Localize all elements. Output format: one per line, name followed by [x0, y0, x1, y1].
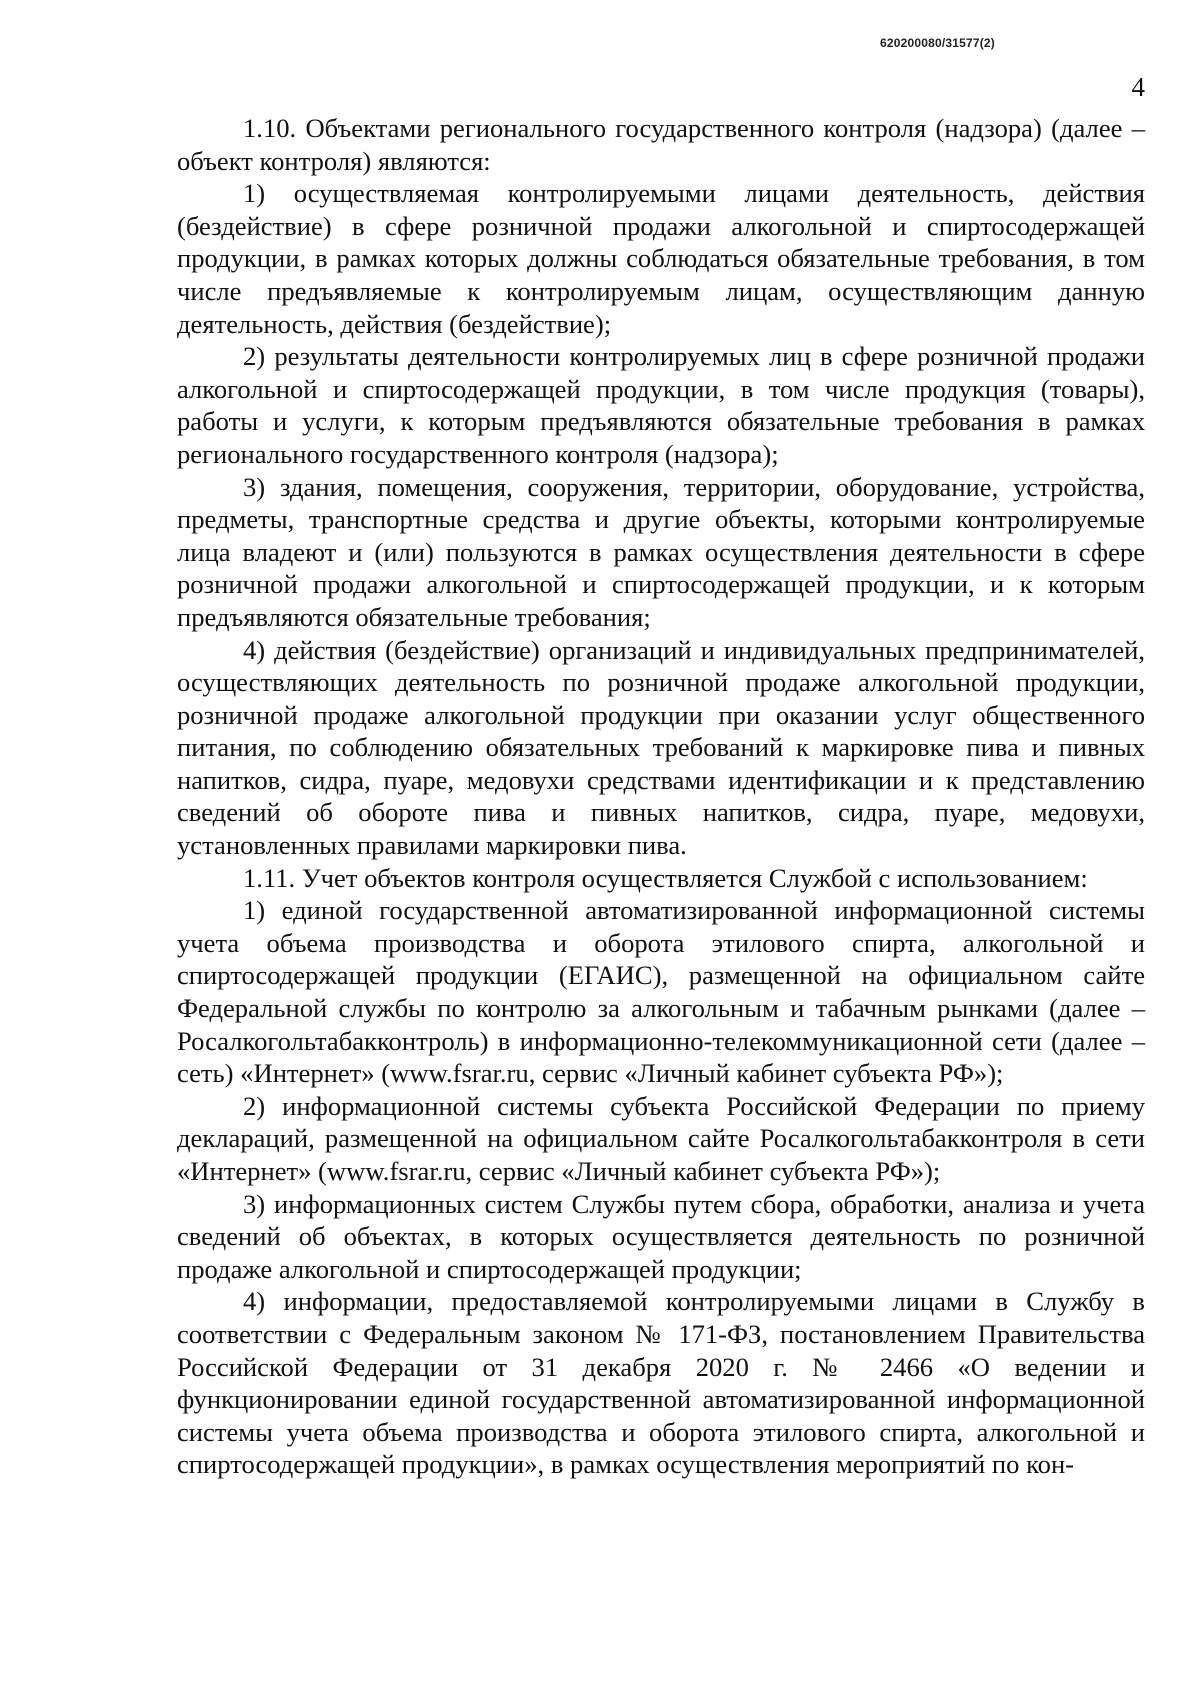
paragraph-1-11-item-4: 4) информации, предоставляемой контролируемыми лицами в Службу в соответствии с Федеральным законом № 171-ФЗ, постановлением Правительства Российской Федерации от 31 декабря 2020 г. № 2466 «О ведении и функционировании единой государственной автоматизированной информационной системы учета объема производства и оборота этилового спирта, алкогольной и спиртосодержащей продукции», в рамках осуществления мероприятий по кон-: [177, 1286, 1145, 1480]
page-number: 4: [1131, 72, 1145, 102]
paragraph-1-10: 1.10. Объектами регионального государственного контроля (надзора) (далее – объект контроля) являются:: [177, 113, 1145, 176]
paragraph-1-10-item-1: 1) осуществляемая контролируемыми лицами деятельность, действия (бездействие) в сфере розничной продажи алкогольной и спиртосодержащей продукции, в рамках которых должны соблюдаться обязательные требования, в том числе предъявляемые к контролируемым лицам, осуществляющим данную деятельность, действия (бездействие);: [177, 178, 1145, 339]
paragraph-1-10-item-2: 2) результаты деятельности контролируемых лиц в сфере розничной продажи алкогольной и спиртосодержащей продукции, в том числе продукция (товары), работы и услуги, к которым предъявляются обязательные требования в рамках регионального государственного контроля (надзора);: [177, 341, 1145, 469]
paragraph-1-10-item-3: 3) здания, помещения, сооружения, территории, оборудование, устройства, предметы, транспортные средства и другие объекты, которыми контролируемые лица владеют и (или) пользуются в рамках осуществления деятельности в сфере розничной продажи алкогольной и спиртосодержащей продукции, и к которым предъявляются обязательные требования;: [177, 471, 1145, 632]
paragraph-1-11-item-2: 2) информационной системы субъекта Российской Федерации по приему деклараций, размещенной на официальном сайте Росалкогольтабакконтроля в сети «Интернет» (www.fsrar.ru, сервис «Личный кабинет субъекта РФ»);: [177, 1090, 1145, 1186]
paragraph-1-11: 1.11. Учет объектов контроля осуществляется Службой с использованием:: [243, 862, 1088, 893]
paragraph-1-11-item-1: 1) единой государственной автоматизированной информационной системы учета объема производства и оборота этилового спирта, алкогольной и спиртосодержащей продукции (ЕГАИС), размещенной на официальном сайте Федеральной службы по контролю за алкогольным и табачным рынками (далее – Росалкогольтабакконтроль) в информационно-телекоммуникационной сети (далее – сеть) «Интернет» (www.fsrar.ru, сервис «Личный кабинет субъекта РФ»);: [177, 895, 1145, 1089]
paragraph-1-10-item-4: 4) действия (бездействие) организаций и индивидуальных предпринимателей, осуществляющих деятельность по розничной продаже алкогольной продукции, розничной продаже алкогольной продукции при оказании услуг общественного питания, по соблюдению обязательных требований к маркировке пива и пивных напитков, сидра, пуаре, медовухи средствами идентификации и к представлению сведений об обороте пива и пивных напитков, сидра, пуаре, медовухи, установленных правилами маркировки пива.: [177, 634, 1145, 861]
document-body: [177, 112, 1145, 1481]
paragraph-1-11-item-3: 3) информационных систем Службы путем сбора, обработки, анализа и учета сведений об объектах, в которых осуществляется деятельность по розничной продаже алкогольной и спиртосодержащей продукции;: [177, 1188, 1145, 1284]
document-id: 620200080/31577(2): [879, 36, 995, 50]
